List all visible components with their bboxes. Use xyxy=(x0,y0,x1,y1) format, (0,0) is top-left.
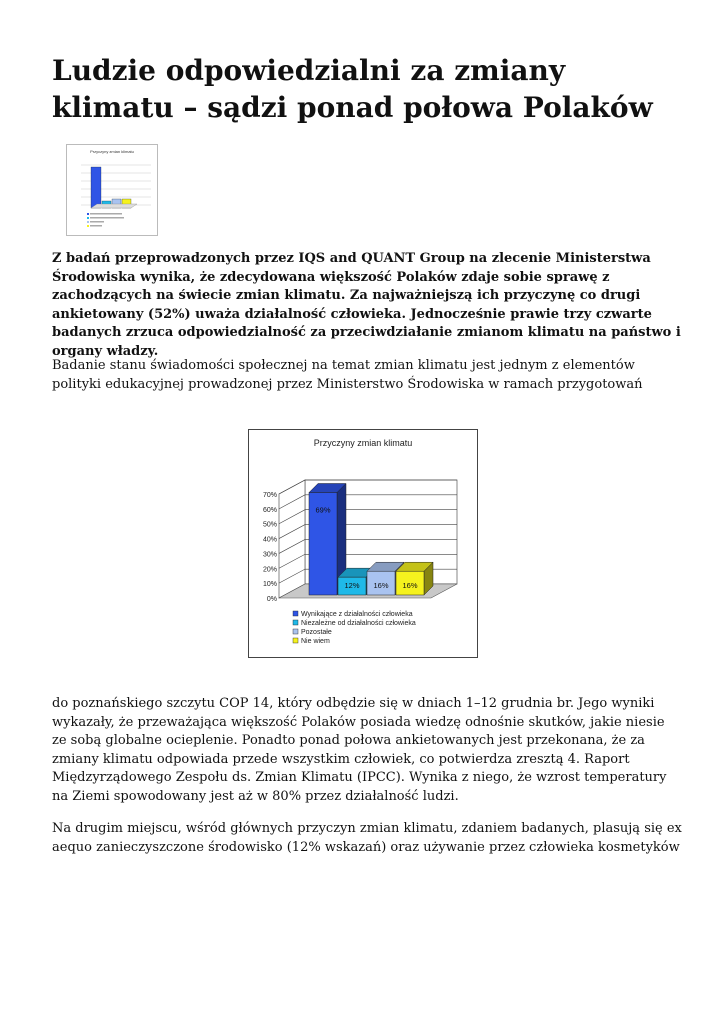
climate-causes-chart xyxy=(248,429,478,658)
chart-side-wall xyxy=(279,480,305,598)
chart-y-tick-label: 50% xyxy=(262,521,277,529)
chart-y-tick-label: 10% xyxy=(262,581,277,589)
chart-y-tick-label: 60% xyxy=(262,506,277,514)
chart-data-label: 16% xyxy=(373,581,389,590)
page-title: Ludzie odpowiedzialni za zmiany klimatu – sądzi ponad połowa Polaków xyxy=(52,54,653,124)
article-lead: Z badań przeprowadzonych przez IQS and QUANT Group na zlecenie Ministerstwa Środowiska wynika, że zdecydowana większość Polaków zdaje sobie sprawę z zachodzących na świecie zmian klimatu. Za najważniejszą ich przyczynę co drugi ankietowany (52%) uważa działalność człowieka. Jednocześnie prawie trzy czwarte badanych zrzuca odpowiedzialność za przeciwdziałanie zmianom klimatu na państwo i organy władzy. xyxy=(52,251,681,359)
chart-legend-swatch xyxy=(293,629,298,634)
chart-legend-label: Nie wiem xyxy=(301,638,330,645)
chart-data-label: 12% xyxy=(344,581,360,590)
article-paragraph-3: Na drugim miejscu, wśród głównych przyczyn zmian klimatu, zdaniem badanych, plasują się ex aequo zanieczyszczone środowisko (12% wskazań) oraz używanie przez człowieka kosmetyków xyxy=(52,821,682,855)
chart-y-tick-label: 70% xyxy=(262,492,277,499)
chart-y-tick-label: 0% xyxy=(266,596,277,603)
chart-legend-label: Niezależne od działalności człowieka xyxy=(301,620,416,627)
chart-data-label: 16% xyxy=(402,581,418,590)
chart-canvas xyxy=(249,430,477,657)
chart-legend-swatch xyxy=(293,638,298,643)
thumbnail-chart-title: Przyczyny zmian klimatu xyxy=(90,149,134,154)
chart-data-label: 69% xyxy=(315,505,331,515)
chart-legend-label: Pozostałe xyxy=(301,629,332,636)
chart-title: Przyczyny zmian klimatu xyxy=(313,438,413,448)
thumbnail-chart-graphic xyxy=(67,145,157,235)
chart-thumbnail-image[interactable] xyxy=(66,144,158,236)
chart-legend-swatch xyxy=(293,611,298,616)
chart-legend-swatch xyxy=(293,620,298,625)
chart-y-tick-label: 40% xyxy=(262,536,277,544)
article-paragraph-1: Badanie stanu świadomości społecznej na temat zmian klimatu jest jednym z elementów polityki edukacyjnej prowadzonej przez Ministerstwo Środowiska w ramach przygotowań xyxy=(52,358,643,392)
chart-y-tick-label: 30% xyxy=(262,551,277,559)
chart-y-tick-label: 20% xyxy=(262,566,277,574)
article-paragraph-2: do poznańskiego szczytu COP 14, który odbędzie się w dniach 1–12 grudnia br. Jego wyniki wykazały, że przeważająca większość Polaków posiada wiedzę odnośnie skutków, jakie niesie ze sobą globalne ocieplenie. Ponadto ponad połowa ankietowanych jest przekonana, że za zmiany klimatu odpowiada przede wszystkim człowiek, co potwierdza zresztą 4. Raport Międzyrządowego Zespołu ds. Zmian Klimatu (IPCC). Wynika z niego, że wzrost temperatury na Ziemi spowodowany jest aż w 80% przez działalność ludzi. xyxy=(52,696,667,804)
chart-legend-label: Wynikające z działalności człowieka xyxy=(301,611,413,618)
